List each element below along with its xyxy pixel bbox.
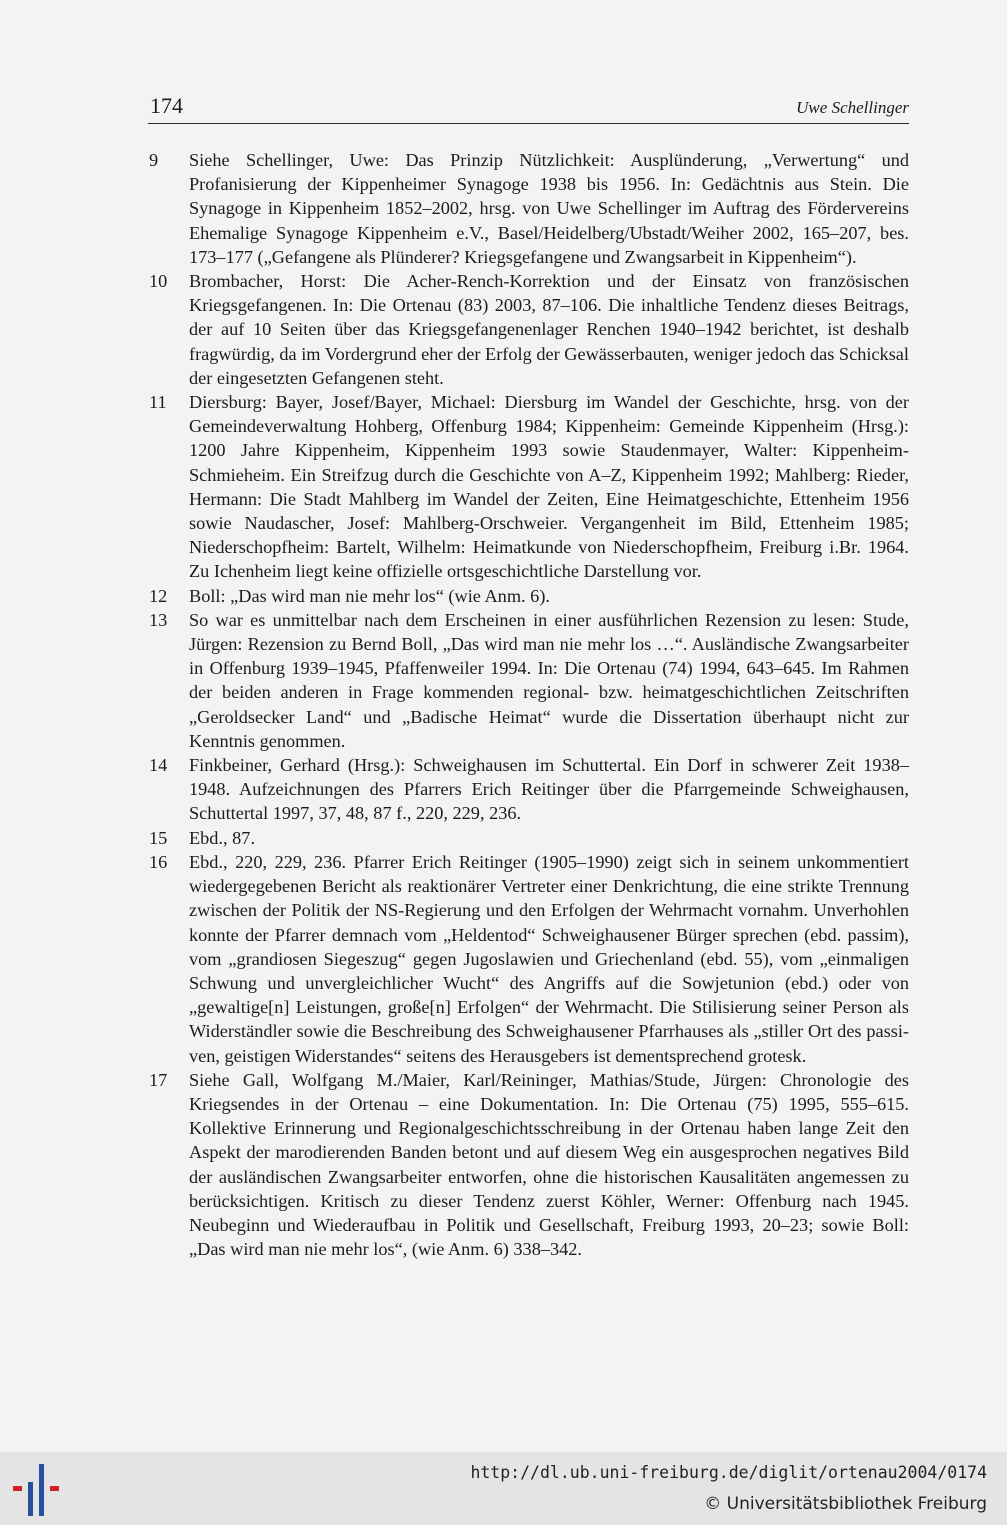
running-head: Uwe Schellinger	[796, 98, 909, 117]
footnote-11	[148, 390, 909, 584]
footnote-number: 16	[149, 851, 168, 872]
footnote-text: So war es unmittelbar nach dem Erscheinen in einer ausführlichen Rezension zu lesen: Stude, Jürgen: Rezension zu Bernd Boll, „Das wird man nie mehr los …“. Ausländische Zwangsarbeiter in Offenburg 1939–1945, Pfaffenweiler 1994. In: Die Ortenau (74) 1994, 643–645. Im Rahmen der beiden anderen in Frage kommenden regional- bzw. heimatgeschichtlichen Zeitschriften „Geroldsecker Land“ und „Badische Heimat“ wurde die Dissertation überhaupt nicht zur Kenntnis genommen.	[189, 609, 909, 751]
footnote-number: 17	[149, 1069, 168, 1090]
logo-bar-left	[28, 1482, 33, 1516]
logo-bar-tall	[39, 1464, 44, 1516]
copyright-notice: © Universitätsbibliothek Freiburg	[704, 1494, 987, 1514]
footnote-14	[148, 753, 909, 826]
logo-dash-left	[13, 1486, 22, 1491]
footnote-number: 9	[149, 150, 159, 170]
footnote-17	[148, 1068, 909, 1262]
footnote-number: 14	[149, 755, 168, 776]
header-rule	[148, 123, 909, 124]
footnote-12	[148, 584, 909, 608]
permalink-url[interactable]: http://dl.ub.uni-freiburg.de/diglit/ortenau2004/0174	[470, 1463, 987, 1482]
footnote-text: Ebd., 87.	[189, 827, 256, 848]
footnote-text: Brombacher, Horst: Die Acher-Rench-Korrektion und der Einsatz von französischen Kriegsgefangenen. In: Die Ortenau (83) 2003, 87–106. Die inhaltliche Tendenz dieses Beitrags, der auf 10 Seiten über das Kriegsgefangenenlager Renchen 1940–1942 berichtet, ist deshalb fragwürdig, da im Vordergrund eher der Erfolg der Gewässerbauten, weniger jedoch das Schicksal der eingesetzten Gefangenen steht.	[189, 271, 909, 388]
footnote-10	[148, 269, 909, 390]
page-number: 174	[150, 93, 183, 118]
footnote-number: 10	[149, 271, 168, 292]
footnote-text: Diersburg: Bayer, Josef/Bayer, Michael: Diersburg im Wandel der Geschichte, hrsg. von der Gemeindeverwaltung Hohberg, Offenburg 1984; Kippenheim: Gemeinde Kippenheim (Hrsg.): 1200 Jahre Kippenheim, Kippenheim 1993 sowie Staudenmayer, Walter: Kippenheim-Schmieheim. Ein Streifzug durch die Geschichte von A–Z, Kippenheim 1992; Mahlberg: Rieder, Hermann: Die Stadt Mahlberg im Wandel der Zeiten, Eine Heimatgeschichte, Ettenheim 1956 sowie Naudascher, Josef: Mahlberg-Orschweier. Vergangenheit im Bild, Ettenheim 1985; Niederschopfheim: Bartelt, Wilhelm: Heimatkunde von Niederschopfheim, Freiburg i.Br. 1964. Zu Ichenheim liegt keine offizielle ortsgeschichtliche Darstellung vor.	[189, 392, 909, 582]
logo-dash-right	[50, 1486, 59, 1491]
library-footer	[0, 1452, 1007, 1525]
footnote-text: Ebd., 220, 229, 236. Pfarrer Erich Reitinger (1905–1990) zeigt sich in seinem unkommentiert wiedergegebenen Bericht als reaktionärer Vertreter einer Denkrichtung, die eine strikte Trennung zwischen der Politik der NS-Regierung und den Erfolgen der Wehrmacht vornahm. Unverhohlen konnte der Pfarrer demnach vom „Heldentod“ Schweighausener Bürger sprechen (ebd. passim), vom „grandiosen Siegeszug“ gegen Jugoslawien und Griechenland (ebd. 55), vom „einmaligen Schwung und unvergleichlicher Wucht“ des Angriffs auf die Sowjetunion (ebd.) oder von „gewaltige[n] Leistungen, große[n] Erfolgen“ der Wehrmacht. Die Stilisierung seiner Person als Widerständler sowie die Beschreibung des Schweighausener Pfarrhauses als „stiller Ort des passiven, geistigen Widerstandes“ seitens des Herausgebers ist dementsprechend grotesk.	[189, 851, 909, 1066]
footnote-text: Siehe Gall, Wolfgang M./Maier, Karl/Reininger, Mathias/Stude, Jürgen: Chronologie des Kriegsendes in der Ortenau – eine Dokumentation. In: Die Ortenau (75) 1995, 555–615. Kollektive Erinnerung und Regionalgeschichtsschreibung in der Ortenau haben lange Zeit den Aspekt der marodierenden Banden betont und auf diesem Weg ein ausgesprochen negatives Bild der ausländischen Zwangsarbeiter entworfen, ohne die historischen Kausalitäten angemessen zu berücksichtigen. Kritisch zu dieser Tendenz zuerst Köhler, Werner: Offenburg nach 1945. Neubeginn und Wiederaufbau in Politik und Gesellschaft, Freiburg 1993, 20–23; sowie Boll: „Das wird man nie mehr los“, (wie Anm. 6) 338–342.	[189, 1069, 909, 1260]
footnotes	[148, 148, 909, 1261]
ub-freiburg-logo-icon[interactable]	[11, 1462, 63, 1516]
footnote-text: Siehe Schellinger, Uwe: Das Prinzip Nützlichkeit: Ausplünderung, „Verwertung“ und Profanisierung der Kippenheimer Synagoge 1938 bis 1956. In: Gedächtnis aus Stein. Die Synagoge in Kippenheim 1852–2002, hrsg. von Uwe Schellinger im Auftrag des Fördervereins Ehemalige Synagoge Kippenheim e.V., Basel/Heidelberg/Ubstadt/Weiher 2002, 165–207, bes. 173–177 („Gefangene als Plünderer? Kriegsgefangene und Zwangsarbeit in Kippenheim“).	[189, 150, 909, 267]
footnote-9	[148, 148, 909, 269]
footnote-16	[148, 850, 909, 1068]
footnote-text: Finkbeiner, Gerhard (Hrsg.): Schweighausen im Schuttertal. Ein Dorf in schwerer Zeit 1938–1948. Aufzeichnungen des Pfarrers Erich Reitinger über die Pfarrgemeinde Schweighausen, Schuttertal 1997, 37, 48, 87 f., 220, 229, 236.	[189, 755, 909, 824]
footnote-number: 13	[149, 609, 168, 630]
footnote-number: 12	[149, 585, 168, 606]
footnote-number: 11	[149, 392, 167, 413]
footnote-text: Boll: „Das wird man nie mehr los“ (wie Anm. 6).	[189, 585, 550, 606]
footnote-13	[148, 608, 909, 753]
footnote-number: 15	[149, 827, 168, 848]
footnote-15	[148, 826, 909, 850]
